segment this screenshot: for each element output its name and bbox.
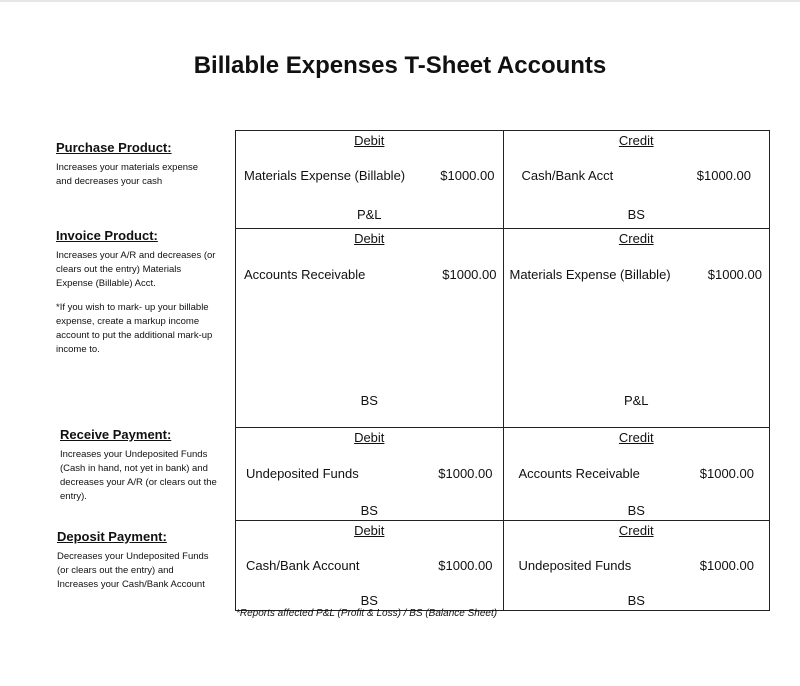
debit-header: Debit: [354, 133, 385, 148]
amount: $1000.00: [440, 168, 495, 183]
account-name: Cash/Bank Account: [246, 558, 360, 573]
amount: $1000.00: [438, 558, 493, 573]
credit-header: Credit: [618, 523, 654, 538]
credit-header: Credit: [618, 231, 654, 246]
amount: $1000.00: [442, 267, 497, 282]
amount: $1000.00: [438, 466, 493, 481]
credit-cell: [503, 521, 770, 610]
account-name: Materials Expense (Billable): [509, 267, 671, 282]
debit-cell: [236, 521, 503, 610]
amount: $1000.00: [699, 558, 754, 573]
page-title: Billable Expenses T-Sheet Accounts: [193, 52, 607, 79]
report-label: BS: [360, 393, 378, 408]
debit-cell: [236, 428, 503, 520]
account-name: Materials Expense (Billable): [244, 168, 406, 183]
report-label: BS: [627, 503, 645, 518]
t-accounts-table: [235, 130, 770, 611]
debit-header: Debit: [354, 523, 385, 538]
footnote: *Reports affected P&L (Profit & Loss) / BS (Balance Sheet): [236, 608, 498, 619]
report-label: P&L: [356, 207, 382, 222]
account-name: Undeposited Funds: [518, 558, 632, 573]
section-purchase-product: [56, 140, 216, 189]
credit-header: Credit: [618, 430, 654, 445]
amount: $1000.00: [696, 168, 751, 183]
amount: $1000.00: [699, 466, 754, 481]
t-account-row: [236, 131, 769, 228]
section-heading: Receive Payment:: [60, 427, 172, 442]
section-text: Decreases your Undeposited Funds (or clears out the entry) and Increases your Cash/Bank Account: [57, 551, 209, 590]
account-name: Cash/Bank Acct: [521, 168, 614, 183]
section-text: Increases your A/R and decreases (or clears out the entry) Materials Expense (Billable) Acct.: [56, 250, 216, 289]
report-label: BS: [627, 593, 645, 608]
report-label: BS: [627, 207, 645, 222]
section-text: Increases your materials expense and decreases your cash: [56, 162, 199, 187]
section-deposit-payment: [57, 529, 217, 592]
account-name: Accounts Receivable: [244, 267, 366, 282]
credit-header: Credit: [618, 133, 654, 148]
t-account-row: [236, 228, 769, 427]
credit-cell: [503, 131, 770, 228]
section-invoice-product: [56, 228, 216, 357]
section-heading: Invoice Product:: [56, 228, 158, 243]
section-text: Increases your Undeposited Funds (Cash in hand, not yet in bank) and decreases your A/R (or clears out the entry).: [60, 449, 217, 502]
report-label: BS: [360, 503, 378, 518]
credit-cell: [503, 229, 770, 427]
account-name: Accounts Receivable: [518, 466, 640, 481]
t-account-row: [236, 520, 769, 610]
account-name: Undeposited Funds: [246, 466, 359, 481]
t-account-row: [236, 427, 769, 520]
debit-header: Debit: [354, 231, 385, 246]
report-label: P&L: [623, 393, 649, 408]
section-heading: Purchase Product:: [56, 140, 172, 155]
credit-cell: [503, 428, 770, 520]
report-label: BS: [360, 593, 378, 608]
section-note: *If you wish to mark- up your billable expense, create a markup income account to put the additional mark-up income to.: [56, 302, 213, 355]
section-receive-payment: [60, 427, 220, 504]
section-heading: Deposit Payment:: [57, 529, 167, 544]
debit-cell: [236, 229, 503, 427]
amount: $1000.00: [707, 267, 762, 282]
debit-cell: [236, 131, 503, 228]
debit-header: Debit: [354, 430, 385, 445]
